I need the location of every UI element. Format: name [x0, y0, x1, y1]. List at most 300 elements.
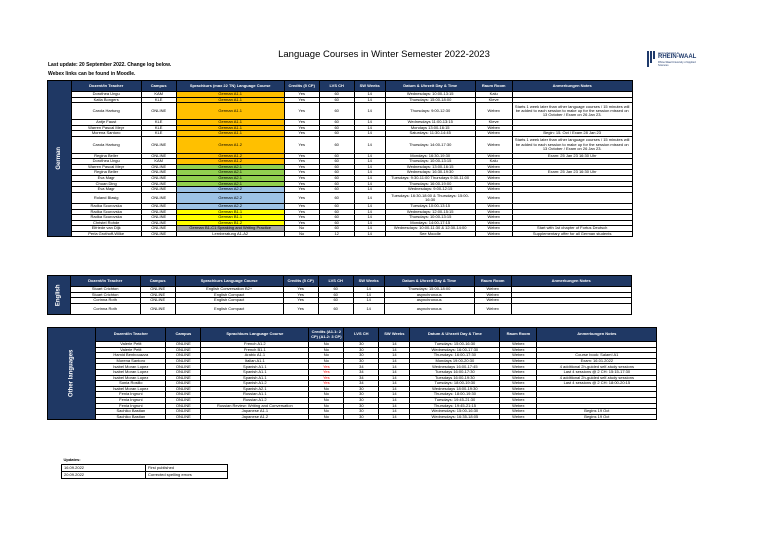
- table-row: [48, 231, 633, 237]
- cell-teacher: Elfriede van Dijk: [71, 226, 141, 232]
- column-header-campus: Campus: [141, 81, 176, 92]
- cell-course: German A2.1: [176, 170, 284, 176]
- cell-datetime: Wednesdays: 16:00-17:30: [410, 347, 500, 353]
- cell-course: Spanish A1.1: [201, 369, 309, 375]
- cell-datetime: Wednesdays 18:00-19:30: [410, 386, 500, 392]
- cell-course: Spanish A1.1: [201, 364, 309, 370]
- section-side-label: [48, 81, 72, 237]
- cell-campus: ONLINE: [141, 220, 176, 226]
- cell-lvs: 60: [318, 287, 353, 293]
- cell-lvs: 60: [319, 92, 354, 98]
- cell-sw: 14: [354, 136, 385, 153]
- cell-teacher: Warren Pascal Meyr: [71, 164, 141, 170]
- cell-datetime: Tuesdays 16:00-17:30: [410, 369, 500, 375]
- cell-room: Webex: [500, 358, 537, 364]
- table-header-row: [48, 328, 657, 342]
- cell-course: German A2.2: [176, 187, 284, 193]
- cell-course: German A2.1: [176, 181, 284, 187]
- logo-line3: Rhine-Waal University of Applied Sciences: [658, 61, 696, 67]
- cell-campus: KAM: [141, 159, 176, 165]
- column-header-notes: Anmerkungen Notes: [511, 276, 631, 287]
- cell-sw: 14: [354, 226, 385, 232]
- other-languages-table: [47, 327, 657, 420]
- cell-notes: 4 additional 2h-guided self-study sessions: [537, 375, 657, 381]
- cell-teacher: Fenia Ingruni: [96, 403, 166, 409]
- cell-room: Webex: [500, 392, 537, 398]
- cell-teacher: Carola Hartung: [71, 103, 141, 120]
- cell-course: Spanish A1.1: [201, 375, 309, 381]
- cell-lvs: 12: [319, 231, 354, 237]
- cell-notes: Last 4 sessions @ 2 CH: 18:00-20:15: [537, 381, 657, 387]
- cell-lvs: 30: [344, 403, 379, 409]
- cell-credits: Yes: [309, 375, 344, 381]
- cell-teacher: Isabel Moran Lopez: [96, 369, 166, 375]
- cell-notes: Starts 1 week later than other language courses / 15 minutes will be added to each session to make up for the session missed on 13 October / Exam on 26 Jan 23.: [512, 103, 632, 120]
- cell-teacher: Roland Blasig: [71, 192, 141, 203]
- cell-sw: 14: [354, 192, 385, 203]
- cell-sw: 14: [379, 353, 410, 359]
- cell-room: Kleve: [475, 97, 512, 103]
- cell-notes: Starts 1 week later than other language courses / 15 minutes will be added to each session to make up for the session missed on 13 October / Exam on 26 Jan 23.: [512, 136, 632, 153]
- column-header-notes: Anmerkungen Notes: [537, 328, 657, 342]
- cell-teacher: Stuart Crichton: [70, 287, 140, 293]
- cell-notes: 4 additional 2h-guided self-study sessions: [537, 364, 657, 370]
- column-header-sw: SW Weeks: [353, 276, 384, 287]
- cell-course: English Compact: [175, 292, 283, 298]
- cell-datetime: asynchronous: [384, 292, 474, 298]
- cell-campus: ONLINE: [166, 358, 201, 364]
- cell-campus: KAM: [141, 92, 176, 98]
- cell-notes: Exam: 16.01.2022: [537, 358, 657, 364]
- cell-room: Webex: [475, 131, 512, 137]
- cell-datetime: Tuesdays: 19:45-21:30: [410, 397, 500, 403]
- cell-teacher: Regina Beller: [71, 153, 141, 159]
- cell-lvs: 30: [344, 342, 379, 348]
- cell-credits: Yes: [284, 175, 319, 181]
- cell-lvs: 30: [344, 353, 379, 359]
- cell-course: German A2.2: [176, 203, 284, 209]
- cell-room: Webex: [475, 220, 512, 226]
- section-side-label-text: German: [56, 147, 63, 171]
- cell-room: Webex: [474, 303, 511, 314]
- cell-credits: Yes: [284, 159, 319, 165]
- update-row: [62, 464, 228, 471]
- cell-credits: Yes: [284, 192, 319, 203]
- cell-datetime: Tuesdays: 15:00-16:30: [410, 342, 500, 348]
- cell-datetime: Thursdays: 10:00-13:15: [385, 159, 475, 165]
- cell-lvs: 60: [319, 220, 354, 226]
- cell-notes: Course book: Salam! A1: [537, 353, 657, 359]
- cell-credits: Yes: [284, 170, 319, 176]
- cell-datetime: Wednesdays: 10:00-11:30 & 12:30-14:00: [385, 226, 475, 232]
- cell-teacher: Radka Scurovska: [71, 203, 141, 209]
- cell-credits: Yes: [284, 153, 319, 159]
- table-header-row: [48, 81, 633, 92]
- cell-notes: [511, 303, 631, 314]
- cell-credits: No: [309, 392, 344, 398]
- cell-lvs: 60: [319, 215, 354, 221]
- cell-course: German A2.2: [176, 192, 284, 203]
- cell-credits: No: [309, 347, 344, 353]
- cell-lvs: 60: [319, 136, 354, 153]
- cell-sw: 14: [379, 392, 410, 398]
- cell-teacher: Katia Bongers: [71, 97, 141, 103]
- cell-lvs: 60: [318, 298, 353, 304]
- cell-lvs: 60: [319, 209, 354, 215]
- update-text: Corrected spelling errors: [146, 471, 228, 478]
- cell-campus: ONLINE: [166, 347, 201, 353]
- cell-notes: Begins 19 Oct: [537, 409, 657, 415]
- cell-campus: ONLINE: [166, 403, 201, 409]
- cell-credits: No: [309, 386, 344, 392]
- cell-room: Webex: [500, 353, 537, 359]
- cell-teacher: Warren Pascal Meyr: [71, 125, 141, 131]
- cell-course: German A1.2: [176, 159, 284, 165]
- last-update-text: Last update: 20 September 2022. Change log below.: [48, 62, 172, 68]
- cell-campus: ONLINE: [140, 292, 175, 298]
- cell-course: French A1.2: [201, 342, 309, 348]
- column-header-teacher: Dozent/in Teacher: [96, 328, 166, 342]
- cell-sw: 14: [354, 92, 385, 98]
- cell-datetime: See Moodle: [385, 231, 475, 237]
- cell-datetime: Wednesdays: 16:35-18:05: [410, 414, 500, 420]
- cell-notes: Begins 19 Oct: [537, 414, 657, 420]
- cell-course: German A1.1: [176, 125, 284, 131]
- cell-credits: Yes: [309, 369, 344, 375]
- cell-sw: 14: [354, 103, 385, 120]
- cell-datetime: Tuesdays: 9:30-11:00 Thursdays 9:30-11:00: [385, 175, 475, 181]
- cell-course: French B1.1: [201, 347, 309, 353]
- cell-lvs: 60: [319, 192, 354, 203]
- university-logo-icon: [647, 51, 656, 67]
- cell-sw: 14: [354, 153, 385, 159]
- cell-datetime: Wednesdays: 12:00-15:15: [385, 209, 475, 215]
- cell-course: German A2.1: [176, 175, 284, 181]
- cell-sw: 14: [353, 292, 384, 298]
- cell-room: Webex: [500, 409, 537, 415]
- cell-sw: 14: [354, 220, 385, 226]
- cell-teacher: Morena Santoro: [71, 131, 141, 137]
- cell-datetime: Thursdays: 15:00-18:00: [384, 287, 474, 293]
- cell-campus: ONLINE: [166, 409, 201, 415]
- page-title: Language Courses in Winter Semester 2022-2023: [278, 49, 490, 60]
- cell-room: Webex: [500, 386, 537, 392]
- cell-datetime: Thursdays: 10:00-13:15: [385, 215, 475, 221]
- cell-datetime: Wednesdays 11:00-13:15: [385, 119, 475, 125]
- cell-lvs: 60: [319, 203, 354, 209]
- cell-teacher: Isabel Moran Lopez: [96, 364, 166, 370]
- column-header-room: Raum Room: [500, 328, 537, 342]
- cell-notes: Exam: 25 Jan 23 16:30 Uhr: [512, 153, 632, 159]
- cell-lvs: 60: [318, 292, 353, 298]
- cell-teacher: Eva Magr: [71, 175, 141, 181]
- cell-lvs: 30: [344, 414, 379, 420]
- cell-datetime: Wednesdays: 15:00-16:30: [410, 409, 500, 415]
- column-header-datetime: Datum & Uhrzeit Day & Time: [410, 328, 500, 342]
- cell-course: English Compact: [175, 298, 283, 304]
- update-date: 20.09.2022: [62, 471, 146, 478]
- cell-room: Webex: [500, 364, 537, 370]
- cell-campus: ONLINE: [166, 364, 201, 370]
- cell-datetime: Wednesdays: 10:00-13:15: [385, 92, 475, 98]
- cell-credits: No: [284, 231, 319, 237]
- updates-table: [61, 457, 228, 479]
- cell-credits: Yes: [284, 103, 319, 120]
- cell-course: German A1.2: [176, 153, 284, 159]
- cell-room: Webex: [474, 287, 511, 293]
- cell-lvs: 30: [344, 358, 379, 364]
- cell-campus: ONLINE: [166, 381, 201, 387]
- cell-campus: ONLINE: [141, 103, 176, 120]
- cell-room: Webex: [475, 231, 512, 237]
- german-courses-table: [47, 80, 633, 237]
- cell-room: Kalu: [475, 159, 512, 165]
- cell-sw: 14: [354, 131, 385, 137]
- cell-credits: No: [309, 342, 344, 348]
- column-header-datetime: Datum & Uhrzeit Day & Time: [385, 81, 475, 92]
- cell-sw: 14: [379, 409, 410, 415]
- cell-datetime: Thursdays: 9:00-12:30: [385, 103, 475, 120]
- cell-datetime: Thursdays: 16:00-17:30: [410, 353, 500, 359]
- cell-room: Webex: [475, 226, 512, 232]
- cell-room: Webex: [500, 381, 537, 387]
- update-row: [62, 471, 228, 478]
- cell-datetime: asynchronous: [384, 298, 474, 304]
- cell-teacher: Corinna Roth: [70, 298, 140, 304]
- column-header-lvs: LVS CH: [319, 81, 354, 92]
- cell-campus: ONLINE: [141, 164, 176, 170]
- cell-campus: ONLINE: [141, 215, 176, 221]
- cell-teacher: Morena Santoro: [96, 358, 166, 364]
- cell-room: Webex: [475, 192, 512, 203]
- cell-lvs: 30: [344, 397, 379, 403]
- cell-teacher: Radka Scurovska: [71, 215, 141, 221]
- cell-sw: 14: [379, 342, 410, 348]
- cell-campus: ONLINE: [141, 226, 176, 232]
- cell-room: Webex: [474, 298, 511, 304]
- cell-datetime: Mondays 13:00-16:15: [385, 125, 475, 131]
- cell-datetime: asynchronous: [384, 303, 474, 314]
- cell-course: Arabic A1.1: [201, 353, 309, 359]
- cell-sw: 14: [354, 170, 385, 176]
- cell-teacher: Christel Rohde: [71, 220, 141, 226]
- cell-credits: Yes: [284, 209, 319, 215]
- cell-teacher: Hamid Benbouazza: [96, 353, 166, 359]
- cell-campus: ONLINE: [166, 375, 201, 381]
- cell-credits: No: [309, 358, 344, 364]
- cell-teacher: Valerie Petit: [96, 342, 166, 348]
- cell-sw: 14: [379, 403, 410, 409]
- cell-lvs: 30: [344, 392, 379, 398]
- cell-datetime: Thursdays: 15:00-18:00: [385, 97, 475, 103]
- cell-course: German A1.1: [176, 97, 284, 103]
- cell-course: Italian A1.1: [201, 358, 309, 364]
- cell-lvs: 60: [319, 164, 354, 170]
- updates-title: Updates:: [62, 457, 228, 464]
- cell-course: German B1.1: [176, 209, 284, 215]
- cell-campus: ONLINE: [166, 342, 201, 348]
- cell-credits: Yes: [283, 303, 318, 314]
- cell-room: Webex: [475, 136, 512, 153]
- cell-lvs: 30: [344, 386, 379, 392]
- cell-course: Spanish A1.2: [201, 381, 309, 387]
- cell-notes: Begin: 15. Oct / Exam 28 Jan 23: [512, 131, 632, 137]
- column-header-campus: Campus: [140, 276, 175, 287]
- cell-datetime: Tuesdays 10:00-13:15: [385, 203, 475, 209]
- cell-course: Japanese A1.2: [201, 414, 309, 420]
- cell-credits: Yes: [284, 125, 319, 131]
- cell-lvs: 60: [319, 125, 354, 131]
- cell-campus: ONLINE: [141, 136, 176, 153]
- cell-sw: 14: [354, 187, 385, 193]
- cell-credits: Yes: [284, 181, 319, 187]
- cell-teacher: Valerie Petit: [96, 347, 166, 353]
- cell-room: Webex: [500, 397, 537, 403]
- cell-campus: ONLINE: [166, 397, 201, 403]
- column-header-credits: Credits (5 CP): [283, 276, 318, 287]
- cell-lvs: 60: [319, 226, 354, 232]
- cell-teacher: Corinna Roth: [70, 303, 140, 314]
- cell-lvs: 30: [344, 347, 379, 353]
- cell-teacher: Isabel Moran Lopez: [96, 375, 166, 381]
- cell-credits: Yes: [309, 381, 344, 387]
- cell-course: Russian A1.1: [201, 392, 309, 398]
- cell-datetime: Wednesdays: 13:00-16:15: [385, 164, 475, 170]
- column-header-campus: Campus: [166, 328, 201, 342]
- english-courses-table: [47, 275, 632, 315]
- logo-line1: HOCHSCHULE: [658, 51, 680, 55]
- cell-room: Webex: [500, 375, 537, 381]
- cell-teacher: Antje Faust: [71, 119, 141, 125]
- cell-datetime: Wednesdays: 9:00-12:15: [385, 187, 475, 193]
- column-header-lvs: LVS CH: [318, 276, 353, 287]
- cell-teacher: Sachiko Bastian: [96, 409, 166, 415]
- cell-room: Webex: [475, 125, 512, 131]
- cell-teacher: Chuan Ding: [71, 181, 141, 187]
- cell-course: Russian A1.2: [201, 397, 309, 403]
- cell-sw: 14: [354, 181, 385, 187]
- cell-campus: ONLINE: [141, 203, 176, 209]
- column-header-datetime: Datum & Uhrzeit Day & Time: [384, 276, 474, 287]
- column-header-lvs: LVS CH: [344, 328, 379, 342]
- cell-sw: 14: [379, 397, 410, 403]
- cell-course: German B1.1: [176, 215, 284, 221]
- cell-sw: 14: [353, 303, 384, 314]
- cell-lvs: 60: [319, 97, 354, 103]
- cell-sw: 14: [354, 215, 385, 221]
- column-header-room: Raum Room: [475, 81, 512, 92]
- cell-campus: ONLINE: [141, 170, 176, 176]
- section-side-label-text: Other languages: [68, 349, 75, 398]
- cell-lvs: 60: [319, 181, 354, 187]
- cell-credits: Yes: [284, 215, 319, 221]
- cell-sw: 14: [379, 375, 410, 381]
- cell-campus: KLE: [141, 125, 176, 131]
- cell-sw: 14: [354, 125, 385, 131]
- cell-sw: 14: [353, 287, 384, 293]
- cell-campus: KLE: [141, 131, 176, 137]
- cell-credits: Yes: [284, 187, 319, 193]
- cell-datetime: Mondays: 16:30-19:30: [385, 153, 475, 159]
- cell-room: Webex: [475, 181, 512, 187]
- cell-datetime: Tuesdays: 18:00-19:30: [410, 381, 500, 387]
- cell-course: Russian Review: Writing and Conversation: [201, 403, 309, 409]
- cell-campus: ONLINE: [141, 192, 176, 203]
- cell-room: Webex: [500, 414, 537, 420]
- cell-campus: ONLINE: [141, 209, 176, 215]
- cell-campus: ONLINE: [140, 303, 175, 314]
- cell-credits: Yes: [284, 203, 319, 209]
- cell-credits: Yes: [284, 164, 319, 170]
- cell-teacher: Isabel Moran Lopez: [96, 386, 166, 392]
- university-logo: [647, 51, 707, 79]
- cell-datetime: Thursdays: 18:00-19:30: [410, 392, 500, 398]
- cell-notes: [512, 192, 632, 203]
- cell-teacher: Stuart Crichton: [70, 292, 140, 298]
- logo-line2: RHEIN-WAAL: [658, 54, 697, 60]
- cell-room: Webex: [500, 369, 537, 375]
- cell-lvs: 34: [344, 381, 379, 387]
- cell-datetime: Wednesdays: 16:30-19:30: [385, 170, 475, 176]
- cell-campus: ONLINE: [140, 287, 175, 293]
- cell-campus: ONLINE: [141, 231, 176, 237]
- cell-course: German B1.2: [176, 220, 284, 226]
- cell-sw: 14: [354, 231, 385, 237]
- table-header-row: [48, 276, 632, 287]
- cell-credits: Yes: [284, 97, 319, 103]
- cell-sw: 14: [354, 175, 385, 181]
- cell-course: Lernberatung A1-A2: [176, 231, 284, 237]
- cell-credits: Yes: [283, 287, 318, 293]
- cell-room: Webex: [475, 175, 512, 181]
- column-header-language: Sprachkurs Language Course: [201, 328, 309, 342]
- cell-teacher: Perla Grothoff-Wilke: [71, 231, 141, 237]
- cell-sw: 14: [379, 386, 410, 392]
- cell-room: Webex: [474, 292, 511, 298]
- cell-campus: ONLINE: [166, 353, 201, 359]
- cell-room: Webex: [475, 215, 512, 221]
- cell-teacher: Dorothea Ungu: [71, 159, 141, 165]
- cell-notes: Exam: 25 Jan 23 16:30 Uhr: [512, 170, 632, 176]
- column-header-teacher: Dozent/in Teacher: [70, 276, 140, 287]
- cell-lvs: 60: [319, 131, 354, 137]
- section-side-label: [48, 328, 96, 420]
- update-text: First published: [146, 464, 228, 471]
- cell-lvs: 60: [319, 119, 354, 125]
- cell-room: Webex: [500, 403, 537, 409]
- cell-credits: Yes: [284, 119, 319, 125]
- cell-sw: 14: [354, 119, 385, 125]
- cell-room: Kleve: [475, 119, 512, 125]
- column-header-room: Raum Room: [474, 276, 511, 287]
- cell-credits: Yes: [284, 220, 319, 226]
- cell-credits: No: [284, 226, 319, 232]
- table-row: [48, 192, 633, 203]
- cell-course: German A1.2: [176, 136, 284, 153]
- cell-course: German A1.1: [176, 92, 284, 98]
- cell-teacher: Fenia Ingruni: [96, 392, 166, 398]
- column-header-language: Sprachkurs (max 22 TN) Language Course: [176, 81, 284, 92]
- cell-course: German A2.1: [176, 164, 284, 170]
- cell-sw: 14: [354, 209, 385, 215]
- cell-campus: KLE: [141, 119, 176, 125]
- cell-lvs: 34: [344, 364, 379, 370]
- cell-notes: Start with 1st chapter of Fortus Deutsch: [512, 226, 632, 232]
- cell-room: Webex: [475, 170, 512, 176]
- column-header-language: Sprachkurs Language Course: [175, 276, 283, 287]
- cell-datetime: Saturdays: 11:30-14:45: [385, 131, 475, 137]
- cell-lvs: 34: [344, 369, 379, 375]
